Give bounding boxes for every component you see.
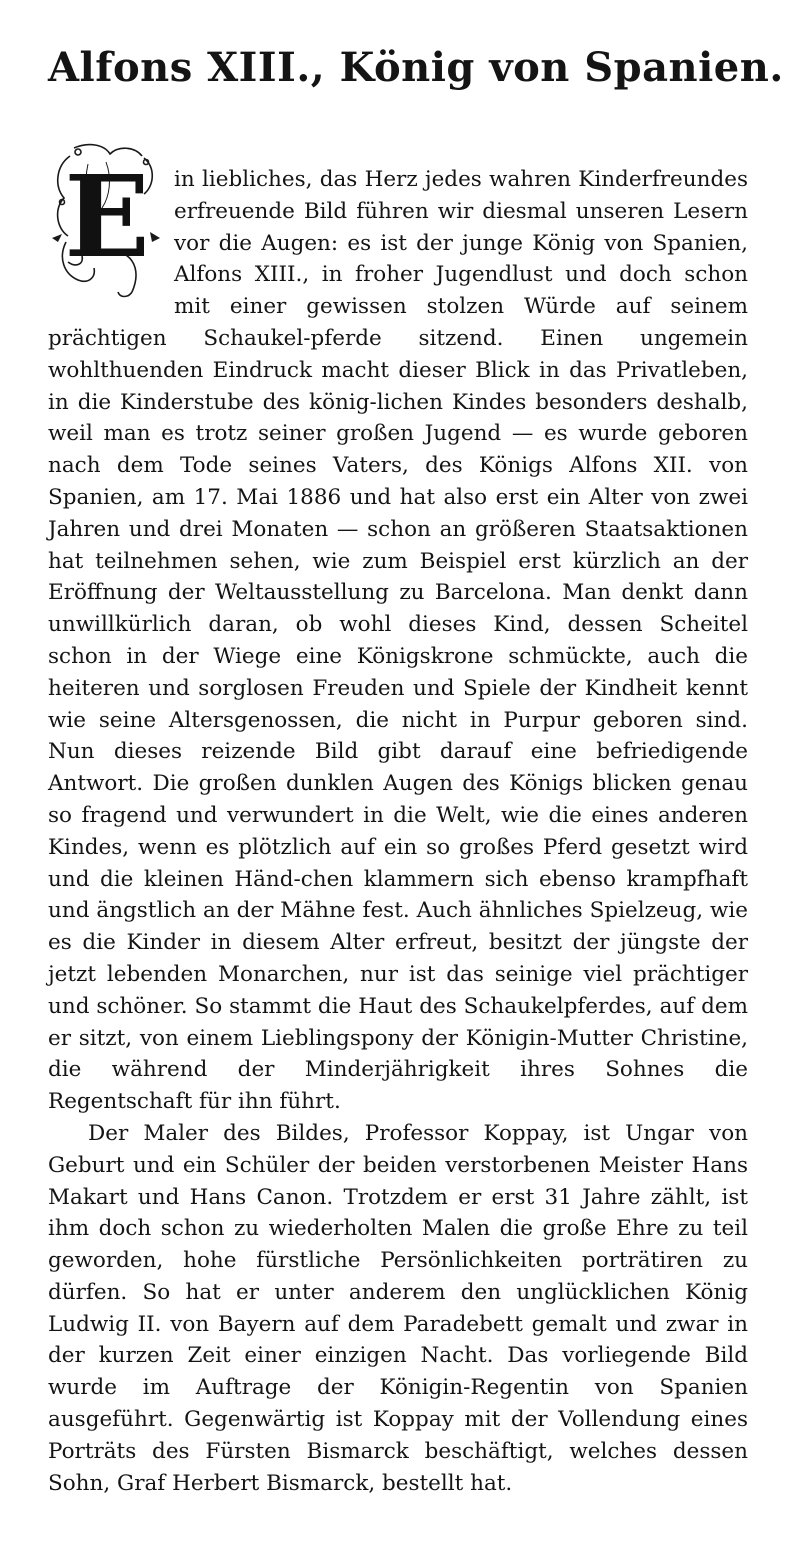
article-title: Alfons XIII., König von Spanien.	[48, 44, 784, 91]
paragraph-2-text: Der Maler des Bildes, Professor Koppay, ist Ungar von Geburt und ein Schüler der beiden verstorbenen Meister Hans Makart und Hans Canon. Trotzdem er erst 31 Jahre zählt, ist ihm doch schon zu wiederholten Malen die große Ehre zu teil geworden, hohe fürstliche Persönlichkeiten porträtiren zu dürfen. So hat er unter anderem den unglücklichen König Ludwig II. von Bayern auf dem Paradebett gemalt und zwar in der kurzen Zeit einer einzigen Nacht. Das vorliegende Bild wurde im Auftrage der Königin-Regentin von Spanien ausgeführt. Gegenwärtig ist Koppay mit der Vollendung eines Porträts des Fürsten Bismarck beschäftigt, welches dessen Sohn, Graf Herbert Bismarck, bestellt hat.	[48, 1120, 748, 1496]
paragraph-1-text: in liebliches, das Herz jedes wahren Kinderfreundes erfreuende Bild führen wir diesmal unseren Lesern vor die Augen: es ist der junge König von Spanien, Alfons XIII., in froher Jugendlust und doch schon mit einer gewissen stolzen Würde auf seinem prächtigen Schaukel-pferde sitzend. Einen ungemein wohlthuenden Eindruck macht dieser Blick in das Privatleben, in die Kinderstube des könig-lichen Kindes besonders deshalb, weil man es trotz seiner großen Jugend — es wurde geboren nach dem Tode seines Vaters, des Königs Alfons XII. von Spanien, am 17. Mai 1886 und hat also erst ein Alter von zwei Jahren und drei Monaten — schon an größeren Staatsaktionen hat teilnehmen sehen, wie zum Beispiel erst kürzlich an der Eröffnung der Weltausstellung zu Barcelona. Man denkt dann unwillkürlich daran, ob wohl dieses Kind, dessen Scheitel schon in der Wiege eine Königskrone schmückte, auch die heiteren und sorglosen Freuden und Spiele der Kindheit kennt wie seine Altersgenossen, die nicht in Purpur geboren sind. Nun dieses reizende Bild gibt darauf eine befriedigende Antwort. Die großen dunklen Augen des Königs blicken genau so fragend und verwundert in die Welt, wie die eines anderen Kindes, wenn es plötzlich auf ein so großes Pferd gesetzt wird und die kleinen Händ-chen klammern sich ebenso krampfhaft und ängstlich an der Mähne fest. Auch ähnliches Spielzeug, wie es die Kinder in diesem Alter erfreut, besitzt der jüngste der jetzt lebenden Monarchen, nur ist das seinige viel prächtiger und schöner. So stammt die Haut des Schaukelpferdes, auf dem er sitzt, von einem Lieblingspony der Königin-Mutter Christine, die während der Minderjährigkeit ihres Sohnes die Regentschaft für ihn führt.	[48, 167, 748, 1115]
paragraph-1	[48, 152, 748, 1118]
paragraph-2	[48, 1118, 748, 1500]
article-body	[48, 152, 748, 1499]
drop-cap-letter: E	[64, 152, 150, 283]
drop-cap	[48, 142, 168, 300]
